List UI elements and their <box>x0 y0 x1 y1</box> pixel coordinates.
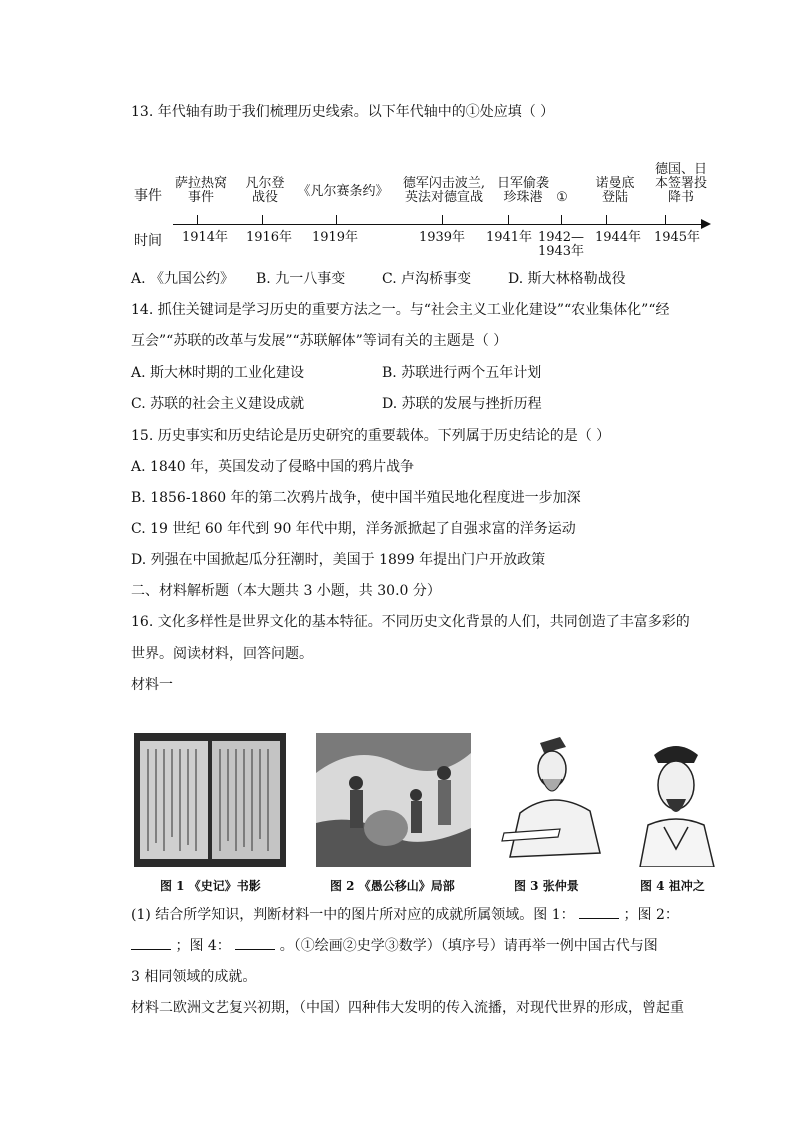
timeline-event: 日军偷袭 珍珠港 <box>496 176 550 205</box>
timeline-year: 1916年 <box>245 230 293 245</box>
timeline-tick <box>197 215 198 225</box>
q15-option-c[interactable]: C. 19 世纪 60 年代到 90 年代中期，洋务派掀起了自强求富的洋务运动 <box>131 521 576 537</box>
figure-yugong-painting-image <box>316 733 471 867</box>
q16-sub1-cont: ；图 4： 。（①绘画②史学③数学）（填序号）请再举一例中国古代与图 <box>131 937 658 955</box>
timeline-year: 1942— 1943年 <box>537 230 585 259</box>
answer-blank-fig1[interactable] <box>579 906 619 919</box>
timeline-event: 萨拉热窝 事件 <box>174 176 228 205</box>
q16-stem-cont: 世界。阅读材料，回答问题。 <box>131 646 313 662</box>
timeline-year: 1939年 <box>418 230 466 245</box>
q14-option-c[interactable]: C. 苏联的社会主义建设成就 <box>131 396 305 412</box>
figure-shiji-book-image <box>134 733 286 867</box>
q16-stem: 16. 文化多样性是世界文化的基本特征。不同历史文化背景的人们，共同创造了丰富多彩的 <box>131 614 690 630</box>
figure-caption-3: 图 3 张仲景 <box>514 879 579 893</box>
timeline-event: 德军闪击波兰, 英法对德宣战 <box>402 176 486 205</box>
q13-option-d[interactable]: D. 斯大林格勒战役 <box>508 271 626 287</box>
q14-option-b[interactable]: B. 苏联进行两个五年计划 <box>382 365 542 381</box>
timeline-year: 1914年 <box>181 230 229 245</box>
answer-blank-fig2[interactable] <box>131 937 171 950</box>
q16-sub1: (1) 结合所学知识，判断材料一中的图片所对应的成就所属领域。图 1： ；图 2： <box>131 907 679 923</box>
q14-option-a[interactable]: A. 斯大林时期的工业化建设 <box>131 365 305 381</box>
q13-stem: 13. 年代轴有助于我们梳理历史线索。以下年代轴中的①处应填（ ） <box>131 104 555 120</box>
q13-option-a[interactable]: A. 《九国公约》 <box>131 271 235 287</box>
timeline-tick <box>262 215 263 225</box>
timeline-year: 1945年 <box>653 230 701 245</box>
timeline-event: 《凡尔赛条约》 <box>297 184 389 199</box>
q15-option-a[interactable]: A. 1840 年，英国发动了侵略中国的鸦片战争 <box>131 459 415 475</box>
timeline-tick <box>508 215 509 225</box>
figure-zhang-zhongjing-image <box>500 733 612 867</box>
q14-stem-cont: 互会”“苏联的改革与发展”“苏联解体”等词有关的主题是（ ） <box>131 333 508 349</box>
answer-blank-fig4[interactable] <box>235 937 275 950</box>
q15-option-b[interactable]: B. 1856-1860 年的第二次鸦片战争，使中国半殖民地化程度进一步加深 <box>131 490 581 506</box>
section-heading: 二、材料解析题（本大题共 3 小题，共 30.0 分） <box>131 583 441 599</box>
q16-sub1-end: 3 相同领域的成就。 <box>131 969 257 985</box>
material-one-label: 材料一 <box>131 677 173 693</box>
material-two-text: 材料二欧洲文艺复兴初期，（中国）四种伟大发明的传入流播，对现代世界的形成，曾起重 <box>131 1000 684 1016</box>
timeline-row-event: 事件 <box>134 188 162 204</box>
arrow-right-icon <box>701 219 711 229</box>
timeline-tick <box>606 215 607 225</box>
timeline-tick <box>665 215 666 225</box>
timeline-year: 1919年 <box>311 230 359 245</box>
timeline-tick <box>561 215 562 225</box>
timeline <box>131 160 731 260</box>
timeline-axis <box>173 224 703 225</box>
timeline-row-time: 时间 <box>134 233 162 249</box>
timeline-event: 诺曼底 登陆 <box>595 176 635 205</box>
q14-option-d[interactable]: D. 苏联的发展与挫折历程 <box>382 396 542 412</box>
timeline-tick <box>336 215 337 225</box>
figure-caption-4: 图 4 祖冲之 <box>640 879 705 893</box>
figure-zu-chongzhi-image <box>630 733 720 867</box>
figure-caption-2: 图 2 《愚公移山》局部 <box>330 879 455 893</box>
timeline-event: ① <box>556 190 568 205</box>
timeline-year: 1941年 <box>485 230 533 245</box>
timeline-event: 凡尔登 战役 <box>245 176 285 205</box>
figure-caption-1: 图 1 《史记》书影 <box>160 879 261 893</box>
q14-stem: 14. 抓住关键词是学习历史的重要方法之一。与“社会主义工业化建设”“农业集体化”“经 <box>131 302 670 318</box>
q13-option-c[interactable]: C. 卢沟桥事变 <box>382 271 472 287</box>
timeline-year: 1944年 <box>594 230 642 245</box>
q13-option-b[interactable]: B. 九一八事变 <box>256 271 346 287</box>
timeline-event: 德国、日 本签署投 降书 <box>654 162 708 205</box>
q15-stem: 15. 历史事实和历史结论是历史研究的重要载体。下列属于历史结论的是（ ） <box>131 428 611 444</box>
timeline-tick <box>442 215 443 225</box>
q15-option-d[interactable]: D. 列强在中国掀起瓜分狂潮时，美国于 1899 年提出门户开放政策 <box>131 552 546 568</box>
